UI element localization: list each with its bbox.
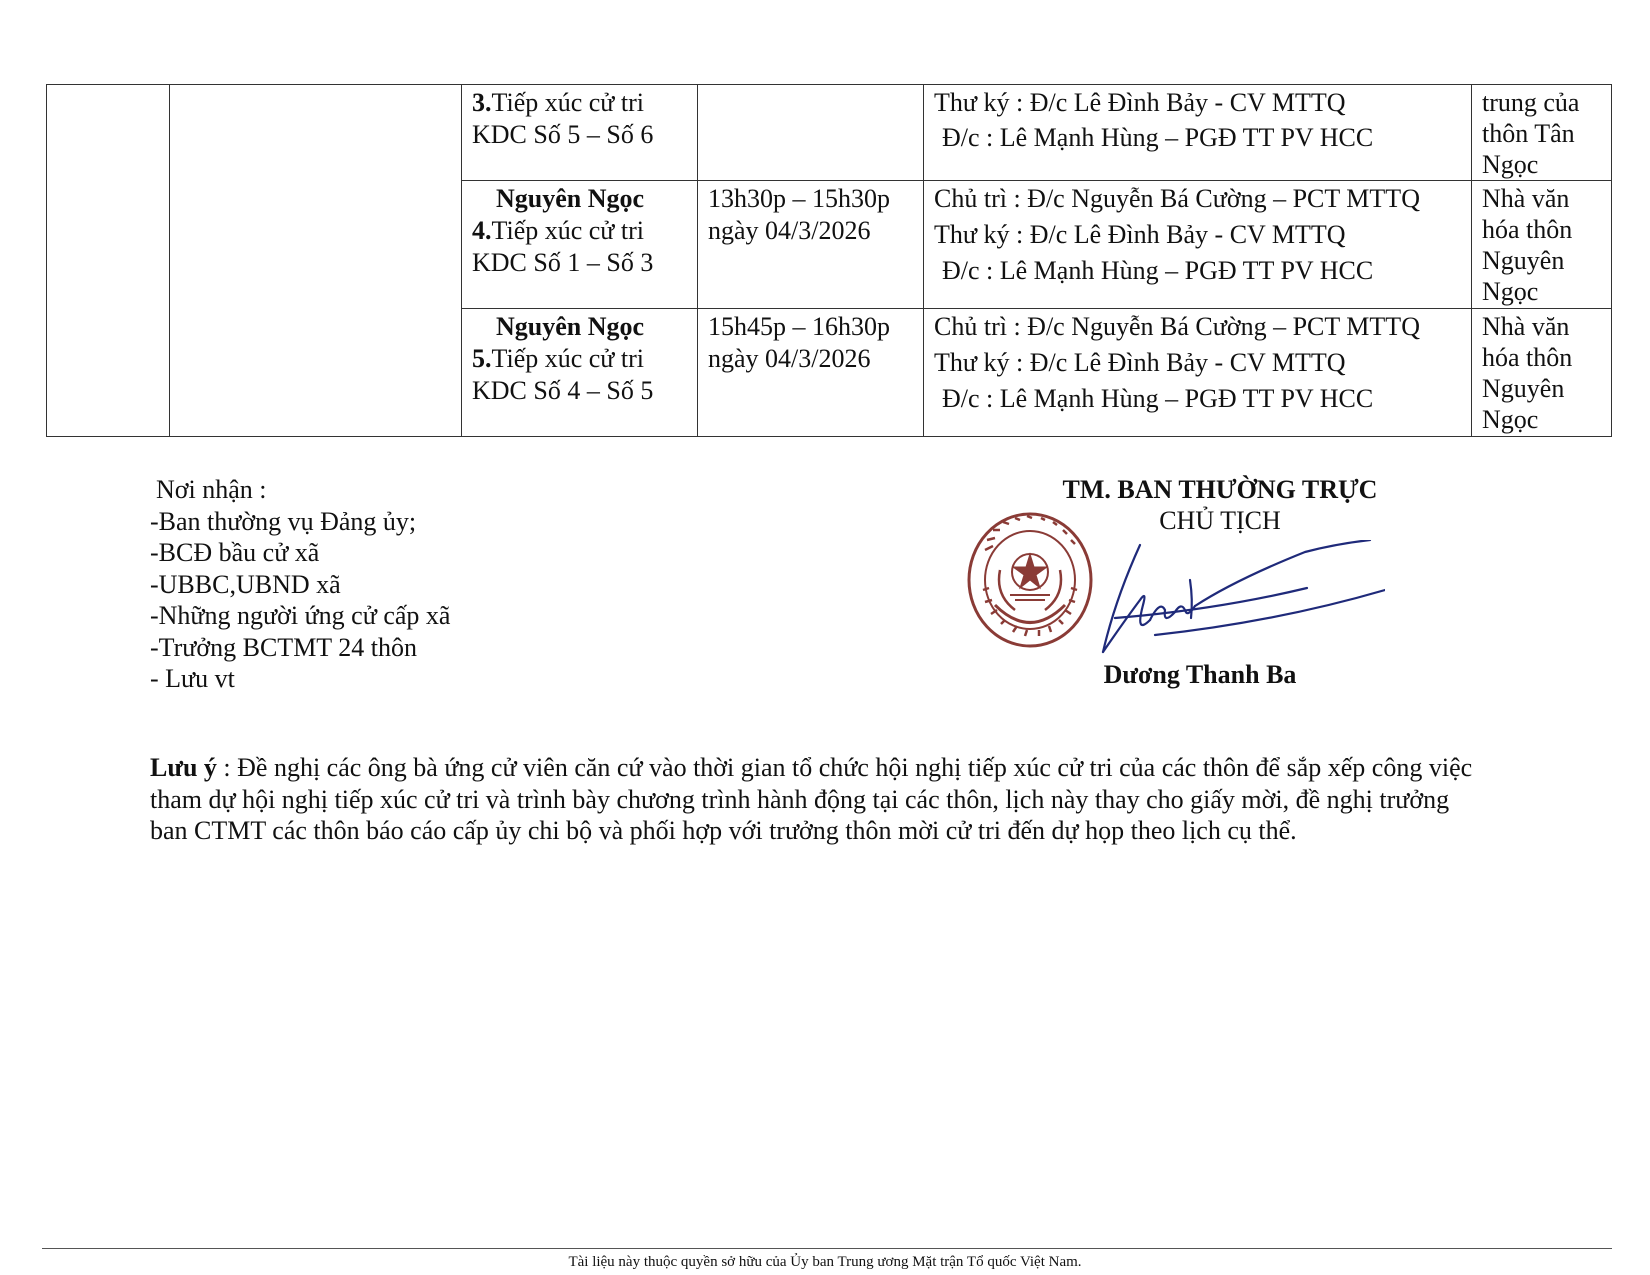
table-cell-empty: [47, 85, 170, 437]
participants-cell: [924, 309, 1472, 437]
time-cell: [698, 181, 924, 309]
time-range: 15h45p – 16h30p: [708, 312, 890, 341]
schedule-table: [46, 84, 1612, 437]
signer-name: Dương Thanh Ba: [1103, 660, 1297, 689]
item-number: 3.: [472, 88, 492, 117]
time-cell: [698, 309, 924, 437]
table-row: [47, 85, 1612, 181]
venue: trung của thôn Tân Ngọc: [1482, 88, 1580, 179]
venue: Nhà văn hóa thôn Nguyên Ngọc: [1482, 184, 1573, 306]
item-text: Tiếp xúc cử tri KDC Số 1 – Số 3: [472, 216, 654, 277]
item-text: Tiếp xúc cử tri KDC Số 4 – Số 5: [472, 344, 654, 405]
footer-divider: [42, 1248, 1612, 1249]
list-item: -Ban thường vụ Đảng ủy;: [150, 506, 417, 536]
note-text: : Đề nghị các ông bà ứng cử viên căn cứ vào thời gian tổ chức hội nghị tiếp xúc cử tri của các thôn để sắp xếp công việc tham dự hội nghị tiếp xúc cử tri và trình bày chương trình hành động tại các thôn, lịch này thay cho giấy mời, đề nghị trưởng ban CTMT các thôn báo cáo cấp ủy chi bộ và phối hợp với trưởng thôn mời cử tri đến dự họp theo lịch cụ thể.: [150, 753, 1473, 845]
recipients-heading: Nơi nhận :: [156, 475, 267, 504]
activity-cell: [462, 309, 698, 437]
chair: Chủ trì : Đ/c Nguyễn Bá Cường – PCT MTTQ: [934, 312, 1420, 341]
date: ngày 04/3/2026: [708, 344, 871, 373]
participants-cell: [924, 181, 1472, 309]
list-item: -UBBC,UBND xã: [150, 569, 341, 599]
member: Đ/c : Lê Mạnh Hùng – PGĐ TT PV HCC: [942, 256, 1374, 285]
recipients-list: [150, 474, 450, 695]
list-item: - Lưu vt: [150, 664, 235, 693]
item-number: 5.: [472, 344, 492, 373]
item-text: Tiếp xúc cử tri KDC Số 5 – Số 6: [472, 88, 654, 149]
member: Đ/c : Lê Mạnh Hùng – PGĐ TT PV HCC: [942, 384, 1374, 413]
venue: Nhà văn hóa thôn Nguyên Ngọc: [1482, 312, 1573, 434]
time-range: 13h30p – 15h30p: [708, 184, 890, 213]
location-title: Nguyên Ngọc: [496, 184, 645, 213]
secretary: Thư ký : Đ/c Lê Đình Bảy - CV MTTQ: [934, 88, 1346, 117]
participants-cell: [924, 85, 1472, 181]
time-cell: [698, 85, 924, 181]
member: Đ/c : Lê Mạnh Hùng – PGĐ TT PV HCC: [942, 123, 1374, 152]
signer-title: CHỦ TỊCH: [1159, 506, 1281, 535]
secretary: Thư ký : Đ/c Lê Đình Bảy - CV MTTQ: [934, 348, 1346, 377]
venue-cell: [1472, 309, 1612, 437]
table-cell-empty: [170, 85, 462, 437]
activity-cell: [462, 85, 698, 181]
official-seal-stamp: [965, 510, 1095, 650]
signer-organization: TM. BAN THƯỜNG TRỰC: [1062, 475, 1378, 504]
note-paragraph: [150, 752, 1480, 847]
location-title: Nguyên Ngọc: [496, 312, 645, 341]
activity-cell: [462, 181, 698, 309]
handwritten-signature: [1095, 540, 1385, 655]
list-item: -Trưởng BCTMT 24 thôn: [150, 632, 417, 662]
footer-text: Tài liệu này thuộc quyền sở hữu của Ủy ban Trung ương Mặt trận Tổ quốc Việt Nam.: [568, 1254, 1082, 1270]
venue-cell: [1472, 85, 1612, 181]
chair: Chủ trì : Đ/c Nguyễn Bá Cường – PCT MTTQ: [934, 184, 1420, 213]
date: ngày 04/3/2026: [708, 216, 871, 245]
item-number: 4.: [472, 216, 492, 245]
secretary: Thư ký : Đ/c Lê Đình Bảy - CV MTTQ: [934, 220, 1346, 249]
list-item: -Những người ứng cử cấp xã: [150, 601, 451, 630]
list-item: -BCĐ bầu cử xã: [150, 538, 320, 567]
note-label: Lưu ý: [150, 753, 217, 782]
venue-cell: [1472, 181, 1612, 309]
